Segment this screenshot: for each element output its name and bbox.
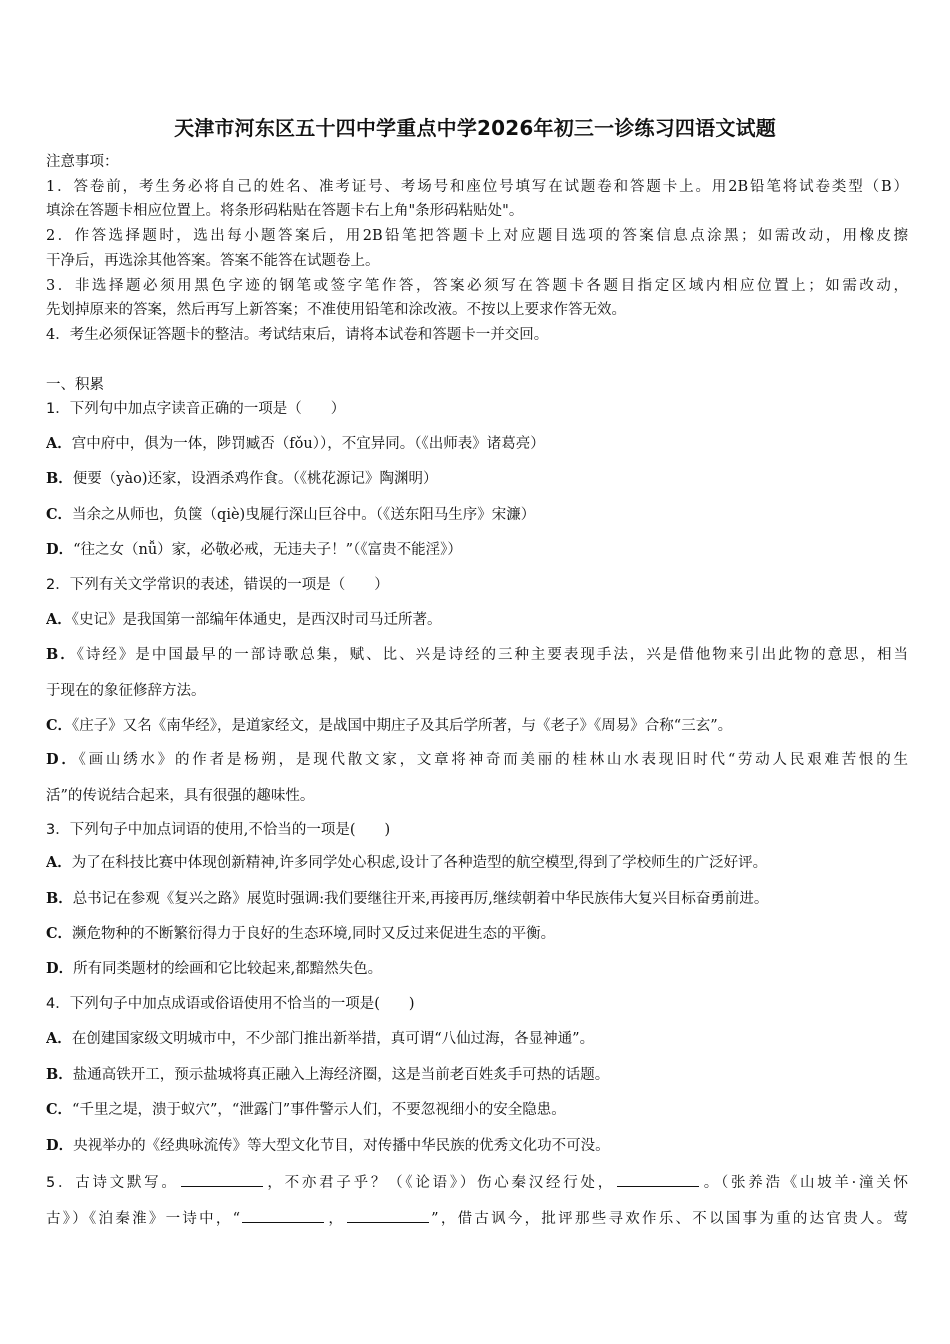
question-text: 古》）《泊秦淮》一诗中，“ [46,1211,241,1227]
question-text: 。（张养浩《山坡羊·潼关怀 [701,1175,908,1191]
notice-line: 3．非选择题必须用黑色字迹的钢笔或签字笔作答，答案必须写在答题卡各题目指定区域内相应位置上；如需改动， [46,278,908,294]
option-row [46,645,908,665]
question-stem [46,1172,908,1193]
option-continuation: 于现在的象征修辞方法。 [46,683,206,699]
option-row [46,1029,908,1049]
question-stem [46,399,908,419]
option-row [46,853,908,873]
option-label: B． [46,890,73,907]
option-label: D． [46,751,79,768]
section-heading: 一、积累 [46,377,104,393]
option-text: 濒危物种的不断繁衍得力于良好的生态环境,同时又反过来促进生态的平衡。 [72,926,556,942]
option-text: 为了在科技比赛中体现创新精神,许多同学处心积虑,设计了各种造型的航空模型,得到了学校师生的广泛好评。 [71,855,768,871]
option-text: 《庄子》又名《南华经》，是道家经文，是战国中期庄子及其后学所著，与《老子》《周易》合称“三玄”。 [72,718,733,734]
notice-line: 干净后，再选涂其他答案。答案不能答在试题卷上。 [46,253,380,269]
option-text: 《画山绣水》的作者是杨朔，是现代散文家，文章将神奇而美丽的桂林山水表现旧时代“劳动人民艰难苦恨的生 [78,752,908,768]
option-label: C． [46,717,73,734]
question-number: 1． [46,401,70,417]
option-row [46,750,908,770]
option-label: B． [46,646,77,663]
option-label: B． [46,1066,73,1083]
option-row [46,924,908,944]
option-text: 《史记》是我国第一部编年体通史，是西汉时司马迁所著。 [71,612,442,628]
option-text: 当余之从师也，负箧（qiè)曳屣行深山巨谷中。（《送东阳马生序》宋濂） [72,507,536,523]
option-row [46,959,908,979]
option-label: C． [46,925,73,942]
option-label: B． [46,470,73,487]
question-number: 3． [46,822,70,838]
option-label: A． [46,435,72,452]
question-text: ， [326,1211,346,1227]
option-label: D． [46,960,74,977]
question-text: 下列句子中加点成语或俗语使用不恰当的一项是( ) [69,996,415,1012]
question-number: 2． [46,577,70,593]
option-label: A． [46,611,72,628]
option-label: C． [46,506,73,523]
option-label: C． [46,1101,73,1118]
page-title: 天津市河东区五十四中学重点中学2026年初三一诊练习四语文试题 [174,116,776,140]
question-number: 5． [46,1175,76,1191]
option-label: A． [46,1030,72,1047]
answer-blank[interactable] [617,1172,699,1187]
option-text: 宫中府中，俱为一体，陟罚臧否（fǒu）），不宜异同。（《出师表》诸葛亮） [71,436,545,452]
option-text: 便要（yào)还家，设酒杀鸡作食。（《桃花源记》陶渊明） [72,471,438,487]
answer-blank[interactable] [347,1208,429,1223]
question-number: 4． [46,996,70,1012]
question-text: ”，借古讽今，批评那些寻欢作乐、不以国事为重的达官贵人。莺 [431,1211,908,1227]
option-row [46,610,908,630]
question-text: 下列句中加点字读音正确的一项是（ ） [69,401,346,417]
option-continuation: 活”的传说结合起来，具有很强的趣味性。 [46,788,315,804]
notice-line: 先划掉原来的答案，然后再写上新答案；不准使用铅笔和涂改液。不按以上要求作答无效。 [46,302,626,318]
option-row [46,1100,908,1120]
option-label: D． [46,541,74,558]
option-text: “千里之堤，溃于蚁穴”，“泄露门”事件警示人们，不要忽视细小的安全隐患。 [72,1102,566,1118]
question-text: 下列句子中加点词语的使用,不恰当的一项是( ) [69,822,391,838]
answer-blank[interactable] [181,1172,263,1187]
option-row [46,716,908,736]
option-text: 在创建国家级文明城市中，不少部门推出新举措，真可谓“八仙过海，各显神通”。 [71,1031,595,1047]
option-row [46,1065,908,1085]
option-label: D． [46,1137,74,1154]
option-text: 总书记在参观《复兴之路》展览时强调:我们要继往开来,再接再厉,继续朝着中华民族伟大复兴目标奋勇前进。 [72,891,769,907]
question-continuation [46,1208,908,1229]
option-text: “往之女（nǚ）家，必敬必戒，无违夫子！”（《富贵不能淫》） [73,542,462,558]
option-row [46,889,908,909]
option-text: 央视举办的《经典咏流传》等大型文化节目，对传播中华民族的优秀文化功不可没。 [73,1138,610,1154]
question-stem [46,994,908,1014]
notice-heading: 注意事项： [46,154,119,170]
notice-line: 2．作答选择题时，选出每小题答案后，用2B铅笔把答题卡上对应题目选项的答案信息点涂黑；如需改动，用橡皮擦 [46,228,908,244]
question-stem [46,575,908,595]
option-label: A． [46,854,72,871]
option-row [46,540,908,560]
question-text: 下列有关文学常识的表述，错误的一项是（ ） [69,577,389,593]
option-text: 盐通高铁开工，预示盐城将真正融入上海经济圈，这是当前老百姓炙手可热的话题。 [72,1067,610,1083]
question-text: ，不亦君子乎？（《论语》）伤心秦汉经行处， [264,1175,615,1191]
question-stem [46,820,908,840]
notice-line: 填涂在答题卡相应位置上。将条形码粘贴在答题卡右上角"条形码粘贴处"。 [46,203,524,219]
answer-blank[interactable] [242,1208,324,1223]
notice-line: 4．考生必须保证答题卡的整洁。考试结束后，请将本试卷和答题卡一并交回。 [46,327,549,343]
option-row [46,469,908,489]
option-text: 所有同类题材的绘画和它比较起来,都黯然失色。 [73,961,383,977]
option-row [46,434,908,454]
option-text: 《诗经》是中国最早的一部诗歌总集，赋、比、兴是诗经的三种主要表现手法，兴是借他物来引出此物的意思，相当 [76,647,908,663]
question-text: 古诗文默写。 [75,1175,179,1191]
notice-line: 1．答卷前，考生务必将自己的姓名、准考证号、考场号和座位号填写在试题卷和答题卡上。用2B铅笔将试卷类型（B） [46,179,908,195]
option-row [46,1136,908,1156]
option-row [46,505,908,525]
